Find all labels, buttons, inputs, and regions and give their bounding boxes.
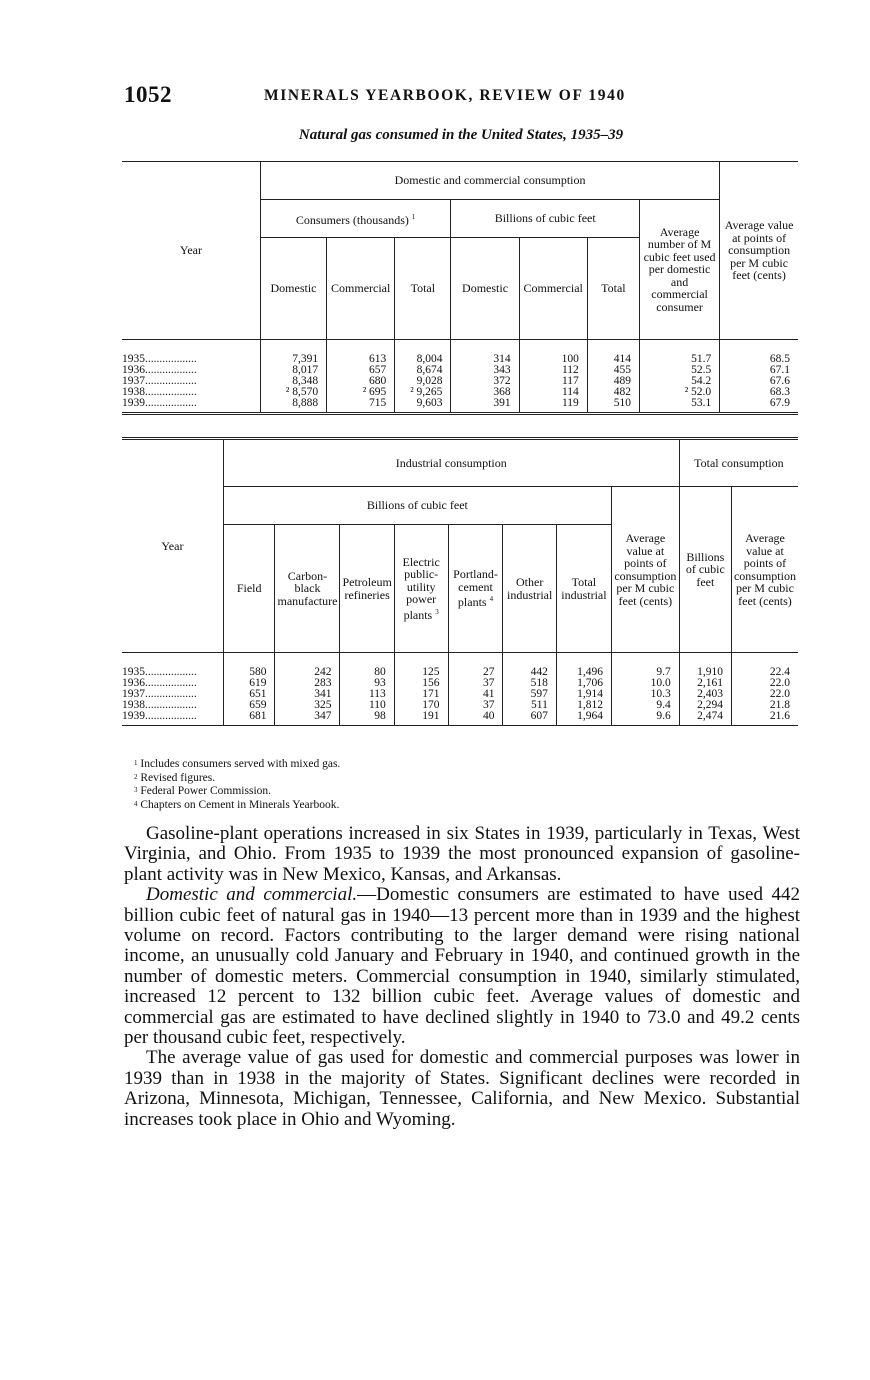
cell: 22.0 <box>731 689 798 700</box>
cell: ² 52.0 <box>639 387 719 398</box>
section-heading: Domestic and commercial. <box>146 884 358 906</box>
portland-header <box>448 525 503 653</box>
cell: 21.6 <box>731 711 798 726</box>
consumers-total-header: Total <box>395 238 451 340</box>
portland-header-label: Portland-cement plants <box>453 567 498 610</box>
cell: 53.1 <box>639 398 719 414</box>
cell: 113 <box>340 689 394 700</box>
cell: 510 <box>587 398 639 414</box>
total-avg-value-header: Average value at points of consumption per M cubic feet (cents) <box>731 487 798 653</box>
year-cell: 1939.................. <box>122 711 197 722</box>
cell: 8,348 <box>260 376 326 387</box>
consumers-domestic-header: Domestic <box>260 238 326 340</box>
year-cell: 1938.................. <box>122 700 197 711</box>
cell: 8,017 <box>260 365 326 376</box>
year-cell: 1937.................. <box>122 689 197 700</box>
year-header: Year <box>122 162 260 340</box>
cell: 715 <box>327 398 395 414</box>
year-header: Year <box>122 439 223 653</box>
industrial-group-header: Industrial consumption <box>223 439 679 487</box>
cell: 597 <box>503 689 556 700</box>
electric-header <box>394 525 448 653</box>
cell: 67.6 <box>720 376 798 387</box>
cell: 171 <box>394 689 448 700</box>
cell: 283 <box>275 678 340 689</box>
cell: 1,964 <box>556 711 611 726</box>
year-cell: 1935.................. <box>122 353 197 365</box>
footnote <box>134 784 340 798</box>
billions-domestic-header: Domestic <box>451 238 519 340</box>
cell: 9.6 <box>611 711 679 726</box>
cell: ² 695 <box>327 387 395 398</box>
billions-total-header: Total <box>587 238 639 340</box>
paragraph-text: —Domestic consumers are estimated to have used 442 billion cubic feet of natural gas in 1940—13 percent more than in 1939 and the highest volume on record. Factors contributing to the larger demand were rising national income, an unusually cold January and February in 1940, and continued growth in the number of domestic meters. Commercial consumption in 1940, similarly stimulated, increased 12 percent to 132 billion cubic feet. Average values of domestic and commercial gas are estimated to have declined slightly in 1940 to 73.0 and 49.2 cents per thousand cubic feet, respectively. <box>124 884 801 1049</box>
cell: 37 <box>448 678 503 689</box>
cell: 2,474 <box>679 711 731 726</box>
cell: 242 <box>275 653 340 679</box>
cell: 7,391 <box>260 340 326 366</box>
cell: 112 <box>519 365 587 376</box>
cell: 67.9 <box>720 398 798 414</box>
cell: 442 <box>503 653 556 679</box>
year-cell: 1939.................. <box>122 398 197 409</box>
footnote-text: Includes consumers served with mixed gas. <box>140 758 341 770</box>
cell: 372 <box>451 376 519 387</box>
other-industrial-header: Other industrial <box>503 525 556 653</box>
total-industrial-header: Total industrial <box>556 525 611 653</box>
paragraph <box>124 885 800 1048</box>
cell: ² 8,570 <box>260 387 326 398</box>
cell: 1,910 <box>679 653 731 679</box>
paragraph: Gasoline-plant operations increased in six States in 1939, particularly in Texas, West Virginia, and Ohio. From 1935 to 1939 the most pronounced expansion of gasoline-plant activity was in New Mexico, Kansas, and Arkansas. <box>124 823 800 885</box>
industrial-avg-value-header: Average value at points of consumption per M cubic feet (cents) <box>611 487 679 653</box>
cell: 1,812 <box>556 700 611 711</box>
cell: 9,603 <box>395 398 451 414</box>
table-row <box>122 653 798 679</box>
cell: ² 9,265 <box>395 387 451 398</box>
table-caption: Natural gas consumed in the United States, 1935–39 <box>298 127 624 143</box>
cell: 114 <box>519 387 587 398</box>
cell: 21.8 <box>731 700 798 711</box>
total-billions-header: Billions of cubic feet <box>679 487 731 653</box>
cell: 680 <box>327 376 395 387</box>
footnote-number: 2 <box>134 772 138 781</box>
cell: 455 <box>587 365 639 376</box>
cell: 191 <box>394 711 448 726</box>
footnotes <box>134 757 340 811</box>
consumers-header-label: Consumers (thousands) <box>295 212 409 227</box>
footnote-ref-1: 1 <box>411 212 416 221</box>
cell: 2,403 <box>679 689 731 700</box>
cell: 414 <box>587 340 639 366</box>
avg-number-header: Average number of M cubic feet used per domestic and commercial consumer <box>639 200 719 340</box>
cell: 22.4 <box>731 653 798 679</box>
cell: 68.3 <box>720 387 798 398</box>
cell: 51.7 <box>639 340 719 366</box>
domestic-commercial-group-header: Domestic and commercial consumption <box>260 162 719 200</box>
cell: 8,888 <box>260 398 326 414</box>
year-cell: 1936.................. <box>122 678 197 689</box>
cell: 343 <box>451 365 519 376</box>
cell: 93 <box>340 678 394 689</box>
cell: 119 <box>519 398 587 414</box>
cell: 80 <box>340 653 394 679</box>
petroleum-header: Petroleum refineries <box>340 525 394 653</box>
cell: 657 <box>327 365 395 376</box>
cell: 9.7 <box>611 653 679 679</box>
cell: 8,004 <box>395 340 451 366</box>
footnote-ref-4: 4 <box>489 595 494 604</box>
year-cell: 1938.................. <box>122 387 197 398</box>
billions-header: Billions of cubic feet <box>451 200 640 238</box>
page-header <box>124 82 804 112</box>
domestic-commercial-table <box>122 161 798 415</box>
consumers-commercial-header: Commercial <box>327 238 395 340</box>
footnote <box>134 798 340 812</box>
cell: 314 <box>451 340 519 366</box>
cell: 170 <box>394 700 448 711</box>
cell: 580 <box>223 653 275 679</box>
total-consumption-header: Total consumption <box>679 439 798 487</box>
cell: 27 <box>448 653 503 679</box>
cell: 613 <box>327 340 395 366</box>
cell: 651 <box>223 689 275 700</box>
consumers-header <box>260 200 451 238</box>
cell: 607 <box>503 711 556 726</box>
page-number: 1052 <box>124 82 172 107</box>
cell: 489 <box>587 376 639 387</box>
cell: 391 <box>451 398 519 414</box>
cell: 100 <box>519 340 587 366</box>
cell: 41 <box>448 689 503 700</box>
cell: 117 <box>519 376 587 387</box>
year-cell: 1936.................. <box>122 365 197 376</box>
cell: 98 <box>340 711 394 726</box>
cell: 9.4 <box>611 700 679 711</box>
cell: 368 <box>451 387 519 398</box>
electric-header-label: Electric public-utility power plants <box>402 554 440 622</box>
running-head: MINERALS YEARBOOK, REVIEW OF 1940 <box>264 87 626 104</box>
cell: 325 <box>275 700 340 711</box>
footnote-number: 3 <box>134 786 138 795</box>
field-header: Field <box>223 525 275 653</box>
cell: 67.1 <box>720 365 798 376</box>
cell: 10.3 <box>611 689 679 700</box>
cell: 37 <box>448 700 503 711</box>
footnote-text: Chapters on Cement in Minerals Yearbook. <box>140 798 340 811</box>
cell: 10.0 <box>611 678 679 689</box>
cell: 156 <box>394 678 448 689</box>
footnote-ref-3: 3 <box>435 607 439 616</box>
industrial-table <box>122 437 798 726</box>
carbon-black-header: Carbon-black manufacture <box>275 525 340 653</box>
table2-body <box>122 653 798 726</box>
cell: 8,674 <box>395 365 451 376</box>
footnote <box>134 757 340 771</box>
cell: 68.5 <box>720 340 798 366</box>
footnote-text: Revised figures. <box>140 771 216 784</box>
cell: 518 <box>503 678 556 689</box>
cell: 2,161 <box>679 678 731 689</box>
cell: 619 <box>223 678 275 689</box>
cell: 482 <box>587 387 639 398</box>
cell: 52.5 <box>639 365 719 376</box>
cell: 9,028 <box>395 376 451 387</box>
footnote-number: 1 <box>134 759 138 767</box>
cell: 125 <box>394 653 448 679</box>
cell: 1,914 <box>556 689 611 700</box>
footnote-text: Federal Power Commission. <box>140 785 272 798</box>
cell: 22.0 <box>731 678 798 689</box>
table-row <box>122 711 798 726</box>
year-cell: 1935.................. <box>122 666 197 678</box>
year-cell: 1937.................. <box>122 376 197 387</box>
table1-body <box>122 340 798 414</box>
cell: 659 <box>223 700 275 711</box>
billions-commercial-header: Commercial <box>519 238 587 340</box>
table-row <box>122 340 798 366</box>
table-row <box>122 398 798 414</box>
cell: 1,706 <box>556 678 611 689</box>
avg-value-header: Average value at points of consumption per M cubic feet (cents) <box>720 162 798 340</box>
cell: 511 <box>503 700 556 711</box>
cell: 2,294 <box>679 700 731 711</box>
paragraph: The average value of gas used for domestic and commercial purposes was lower in 1939 than in 1938 in the majority of States. Significant declines were recorded in Arizona, Minnesota, Michigan, Tennessee, California, and New Mexico. Substantial increases took place in Ohio and Wyoming. <box>124 1047 800 1130</box>
cell: 40 <box>448 711 503 726</box>
cell: 54.2 <box>639 376 719 387</box>
body-text <box>124 824 800 1130</box>
footnote <box>134 771 340 785</box>
cell: 110 <box>340 700 394 711</box>
cell: 347 <box>275 711 340 726</box>
cell: 681 <box>223 711 275 726</box>
footnote-number: 4 <box>134 799 138 808</box>
cell: 1,496 <box>556 653 611 679</box>
cell: 341 <box>275 689 340 700</box>
industrial-billions-header: Billions of cubic feet <box>223 487 611 525</box>
